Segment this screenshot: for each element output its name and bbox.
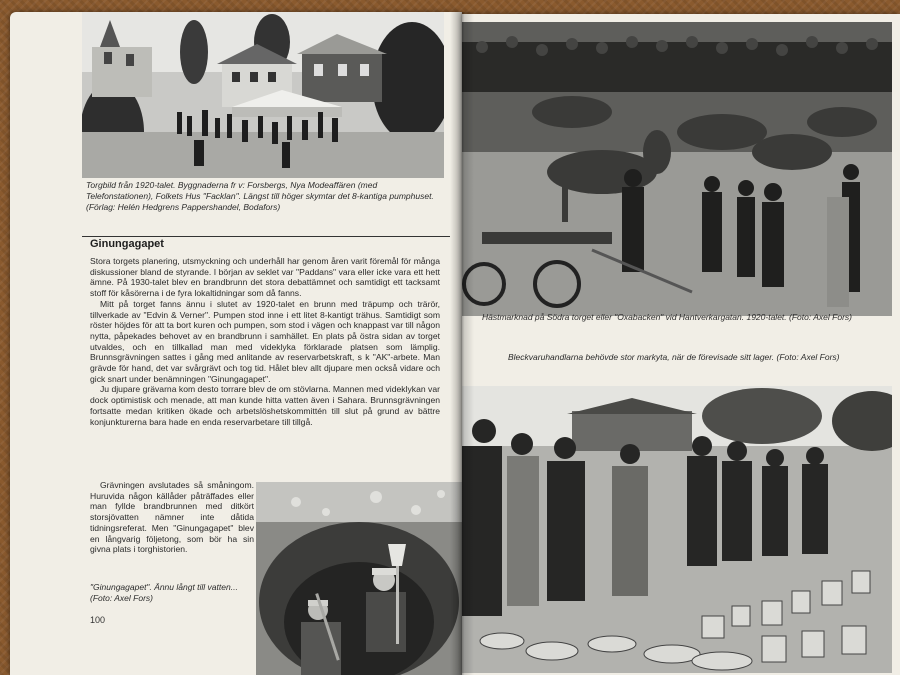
right-page	[462, 14, 900, 675]
paragraph: Ju djupare grävarna kom desto torrare blev de om stövlarna. Mannen med videklykan var dock optimistisk och menade, att man kunde hitta vatten även i Sahara. Brunnsgrävningen fortsatte medan kritiken ökade och arbetslöshetskommittén till slut på grund av bättre konjunkturerna bara hade en enda reservarbetare till tillgå.	[90, 384, 440, 427]
left-page	[10, 12, 462, 675]
town-square-illustration	[82, 12, 444, 178]
horse-market-illustration	[462, 22, 892, 316]
section-divider	[82, 236, 450, 237]
horse-market-caption: Hästmarknad på Södra torget eller "Oxabacken" vid Hantverkargatan. 1920-talet. (Foto: Axel Fors)	[482, 312, 852, 322]
paragraph: Grävningen avslutades så småningom. Huruvida någon källåder påträffades eller man fyllde brandbrunnen med ditkört storsjövatten nämner inte dåtida tidningsreferat. Men "Ginungagapet" blev en långvarig följetong, som bör ha sin givna plats i torghistorien.	[90, 480, 254, 555]
well-caption: "Ginungagapet". Ännu långt till vatten... (Foto: Axel Fors)	[90, 582, 238, 603]
town-square-photo	[82, 12, 444, 178]
page-number: 100	[90, 615, 106, 625]
section-title: Ginungagapet	[90, 238, 164, 250]
article-closing	[90, 480, 254, 555]
paragraph: Mitt på torget fanns ännu i slutet av 1920-talet en brunn med träpump och trärör, tillverkade av "Edvin & Verner". Pumpen stod inne i ett litet 8-kantigt trähus. Samtidigt som röster höjdes för att ta bort kuren och pumpen, som stod i vägen och knappast var till någon nytta, påpekades behovet av en brandbrunn i samhället. En plats på östra sidan av torget utvaldes, och en tillkallad man med videklyka förklarade platsen som lämplig. Brunnsgrävningen sattes i gång med anlitande av reservarbetskraft, s k "AK"-arbete. Man grävde för hand, det var svårgrävt och tog tid. Hålet blev allt djupare men också vidare och gick snart under benämningen "Ginungagapet".	[90, 298, 440, 384]
paragraph: Stora torgets planering, utsmyckning och underhåll har genom åren varit föremål för många diskussioner bland de styrande. I början av seklet var "Paddans" vara eller icke vara ett hett ämne. På 1930-talet blev en brandbrunn det stora debattämnet och samtidigt ett tacksamt stoff för kåsörerna i de fyra lokaltidningar som då fanns.	[90, 256, 440, 299]
article-body	[90, 256, 440, 427]
tinware-market-illustration	[462, 386, 892, 673]
town-square-caption: Torgbild från 1920-talet. Byggnaderna fr v: Forsbergs, Nya Modeaffären (med Telefonstationen), Folkets Hus "Facklan". Längst till höger skymtar det 8-kantiga pumphuset. (Förlag: Helén Hedgrens Pappershandel, Bodafors)	[86, 180, 434, 212]
horse-market-photo	[462, 22, 892, 316]
tinware-market-caption: Bleckvaruhandlarna behövde stor markyta, när de förevisade sitt lager. (Foto: Axel Fors)	[508, 352, 840, 362]
well-digging-photo	[256, 482, 462, 675]
well-digging-illustration	[256, 482, 462, 675]
tinware-market-photo	[462, 386, 892, 673]
